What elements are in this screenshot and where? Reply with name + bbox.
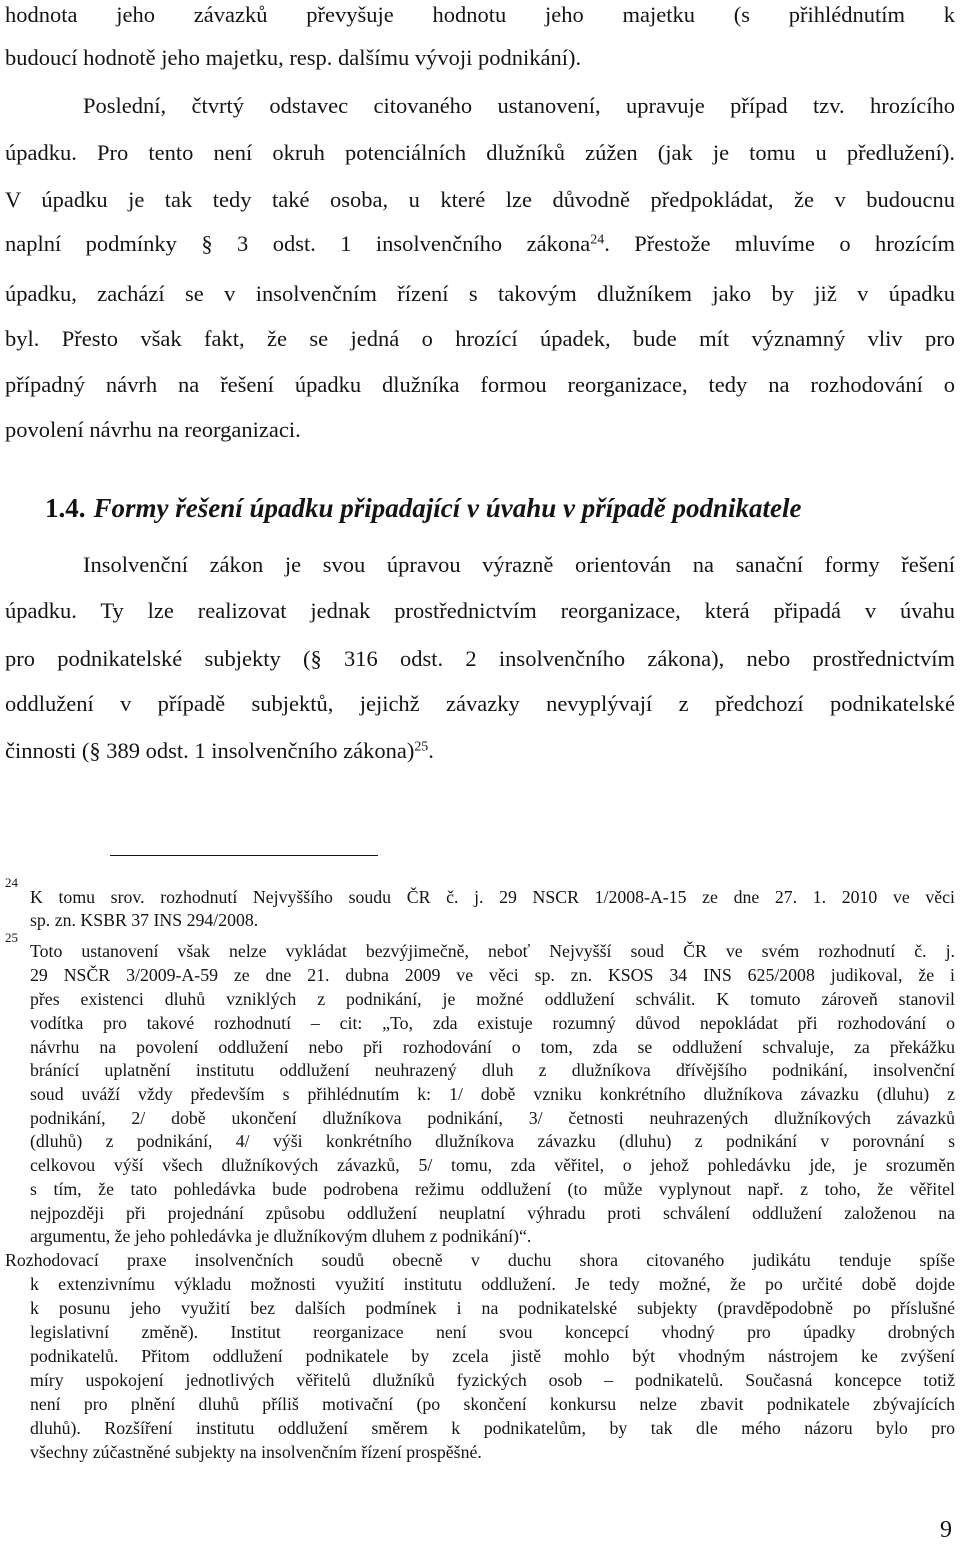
footnote-line: nejpozději při projednání způsobu oddlužení neuplatní výhradu proti schválení oddlužení založenou na [30,1203,955,1223]
footnote-line: míry uspokojení jednotlivých věřitelů dlužníků fyzických osob – podnikatelů. Současná koncepce totiž [30,1370,955,1390]
footnote-line: Rozhodovací praxe insolvenčních soudů obecně v duchu shora citovaného judikátu tenduje spíše [5,1250,955,1270]
footnote-line: podnikatelů. Přitom oddlužení podnikatele by zcela jistě mohlo být vhodným nástrojem ke zvýšení [30,1346,955,1366]
body-text-line: Poslední, čtvrtý odstavec citovaného ustanovení, upravuje případ tzv. hrozícího [83,93,955,118]
body-text-fragment: činnosti (§ 389 odst. 1 insolvenčního zákona) [5,738,415,763]
body-text-fragment: naplní podmínky § 3 odst. 1 insolvenčního zákona [5,231,591,256]
body-text-fragment: . [428,738,434,763]
footnote-line: k extenzivnímu výkladu možnosti využití institutu oddlužení. Je tedy možné, že po určité době dojde [30,1274,955,1294]
footnote-mark: 25 [5,930,18,945]
footnote-line: s tím, že tato pohledávka bude podrobena režimu oddlužení (to může vyplynout např. z toho, že věřitel [30,1179,955,1199]
footnote-line: není pro plnění dluhů příliš motivační (po skončení konkursu nelze zbavit podnikatele zbývajících [30,1394,955,1414]
footnote-line: návrhu na povolení oddlužení nebo při rozhodování o tom, zda se oddlužení schvaluje, za překážku [30,1037,955,1057]
body-text-fragment: . Přestože mluvíme o hrozícím [604,231,955,256]
body-text-line: Insolvenční zákon je svou úpravou výrazně orientován na sanační formy řešení [83,552,955,577]
footnote-line: všechny zúčastněné subjekty na insolvenčním řízení prospěšné. [30,1442,482,1462]
body-text-line: hodnota jeho závazků převyšuje hodnotu jeho majetku (s přihlédnutím k [5,2,955,27]
body-text-line: V úpadku je tak tedy také osoba, u které lze důvodně předpokládat, že v budoucnu [5,187,955,212]
body-text-line: případný návrh na řešení úpadku dlužníka formou reorganizace, tedy na rozhodování o [5,372,955,397]
footnote-mark: 24 [5,875,18,890]
footnote-line: podnikání, 2/ době ukončení dlužníkova podnikání, 3/ četnosti neuhrazených dlužníkových závazků [30,1108,955,1128]
footnote-line: Toto ustanovení však nelze vykládat bezvýjimečně, neboť Nejvyšší soud ČR ve svém rozhodnutí č. j. [30,941,955,961]
footnote-line: přes existenci dluhů vzniklých z podnikání, je možné oddlužení schválit. K tomuto zároveň stanovil [30,989,955,1009]
body-text-line [5,736,955,766]
body-text-line: oddlužení v případě subjektů, jejichž závazky nevyplývají z předchozí podnikatelské [5,691,955,716]
footnote-line: sp. zn. KSBR 37 INS 294/2008. [30,910,259,930]
footnote-separator [110,855,378,856]
section-title: Formy řešení úpadku připadající v úvahu v případě podnikatele [93,493,802,523]
footnote-line: dluhů). Rozšíření institutu oddlužení směrem k podnikatelům, by tak dle mého názoru bylo pro [30,1418,955,1438]
section-number: 1.4. [45,493,86,523]
body-text-line: povolení návrhu na reorganizaci. [5,417,301,442]
body-text-line [5,229,955,259]
section-heading [45,490,955,526]
footnote-line: soud uváží vždy především s přihlédnutím k: 1/ době vzniku konkrétního dlužníkova závazku (dluhu) z [30,1084,955,1104]
footnote-line: K tomu srov. rozhodnutí Nejvyššího soudu ČR č. j. 29 NSCR 1/2008-A-15 ze dne 27. 1. 2010 ve věci [30,887,955,907]
body-text-line: úpadku. Ty lze realizovat jednak prostřednictvím reorganizace, která připadá v úvahu [5,598,955,623]
footnote-line: legislativní změně). Institut reorganizace není svou koncepcí vhodný pro úpadky drobných [30,1322,955,1342]
footnote-line: bránící uplatnění institutu oddlužení neuhrazený dluh z dlužníkova dřívějšího podnikání, insolvenční [30,1060,955,1080]
footnote-line: (dluhů) z podnikání, 4/ výši konkrétního dlužníkova závazku (dluhu) z podnikání v porovnání s [30,1131,955,1151]
body-text-line: budoucí hodnotě jeho majetku, resp. dalšímu vývoji podnikání). [5,45,582,70]
footnote-reference: 25 [414,739,429,755]
page-number: 9 [940,1517,952,1543]
footnote-line: 29 NSČR 3/2009-A-59 ze dne 21. dubna 2009 ve věci sp. zn. KSOS 34 INS 625/2008 judikoval, že i [30,965,955,985]
footnote-reference: 24 [590,232,605,248]
footnote-line: k posunu jeho využití bez dalších podmínek i na podnikatelské subjekty (pravděpodobně po příslušné [30,1298,955,1318]
body-text-line: pro podnikatelské subjekty (§ 316 odst. 2 insolvenčního zákona), nebo prostřednictvím [5,646,955,671]
footnote-line: celkovou výší všech dlužníkových závazků, 5/ tomu, zda věřitel, o jehož pohledávku jde, je srozuměn [30,1155,955,1175]
footnote-line: argumentu, že jeho pohledávka je dlužníkovým dluhem z podnikání)“. [30,1226,532,1246]
body-text-line: byl. Přesto však fakt, že se jedná o hrozící úpadek, bude mít významný vliv pro [5,326,955,351]
body-text-line: úpadku. Pro tento není okruh potenciálních dlužníků zúžen (jak je tomu u předlužení). [5,140,955,165]
footnote-line: vodítka pro takové rozhodnutí – cit: „To, zda existuje rozumný důvod nepokládat při rozhodování o [30,1013,955,1033]
body-text-line: úpadku, zachází se v insolvenčním řízení s takovým dlužníkem jako by již v úpadku [5,281,955,306]
